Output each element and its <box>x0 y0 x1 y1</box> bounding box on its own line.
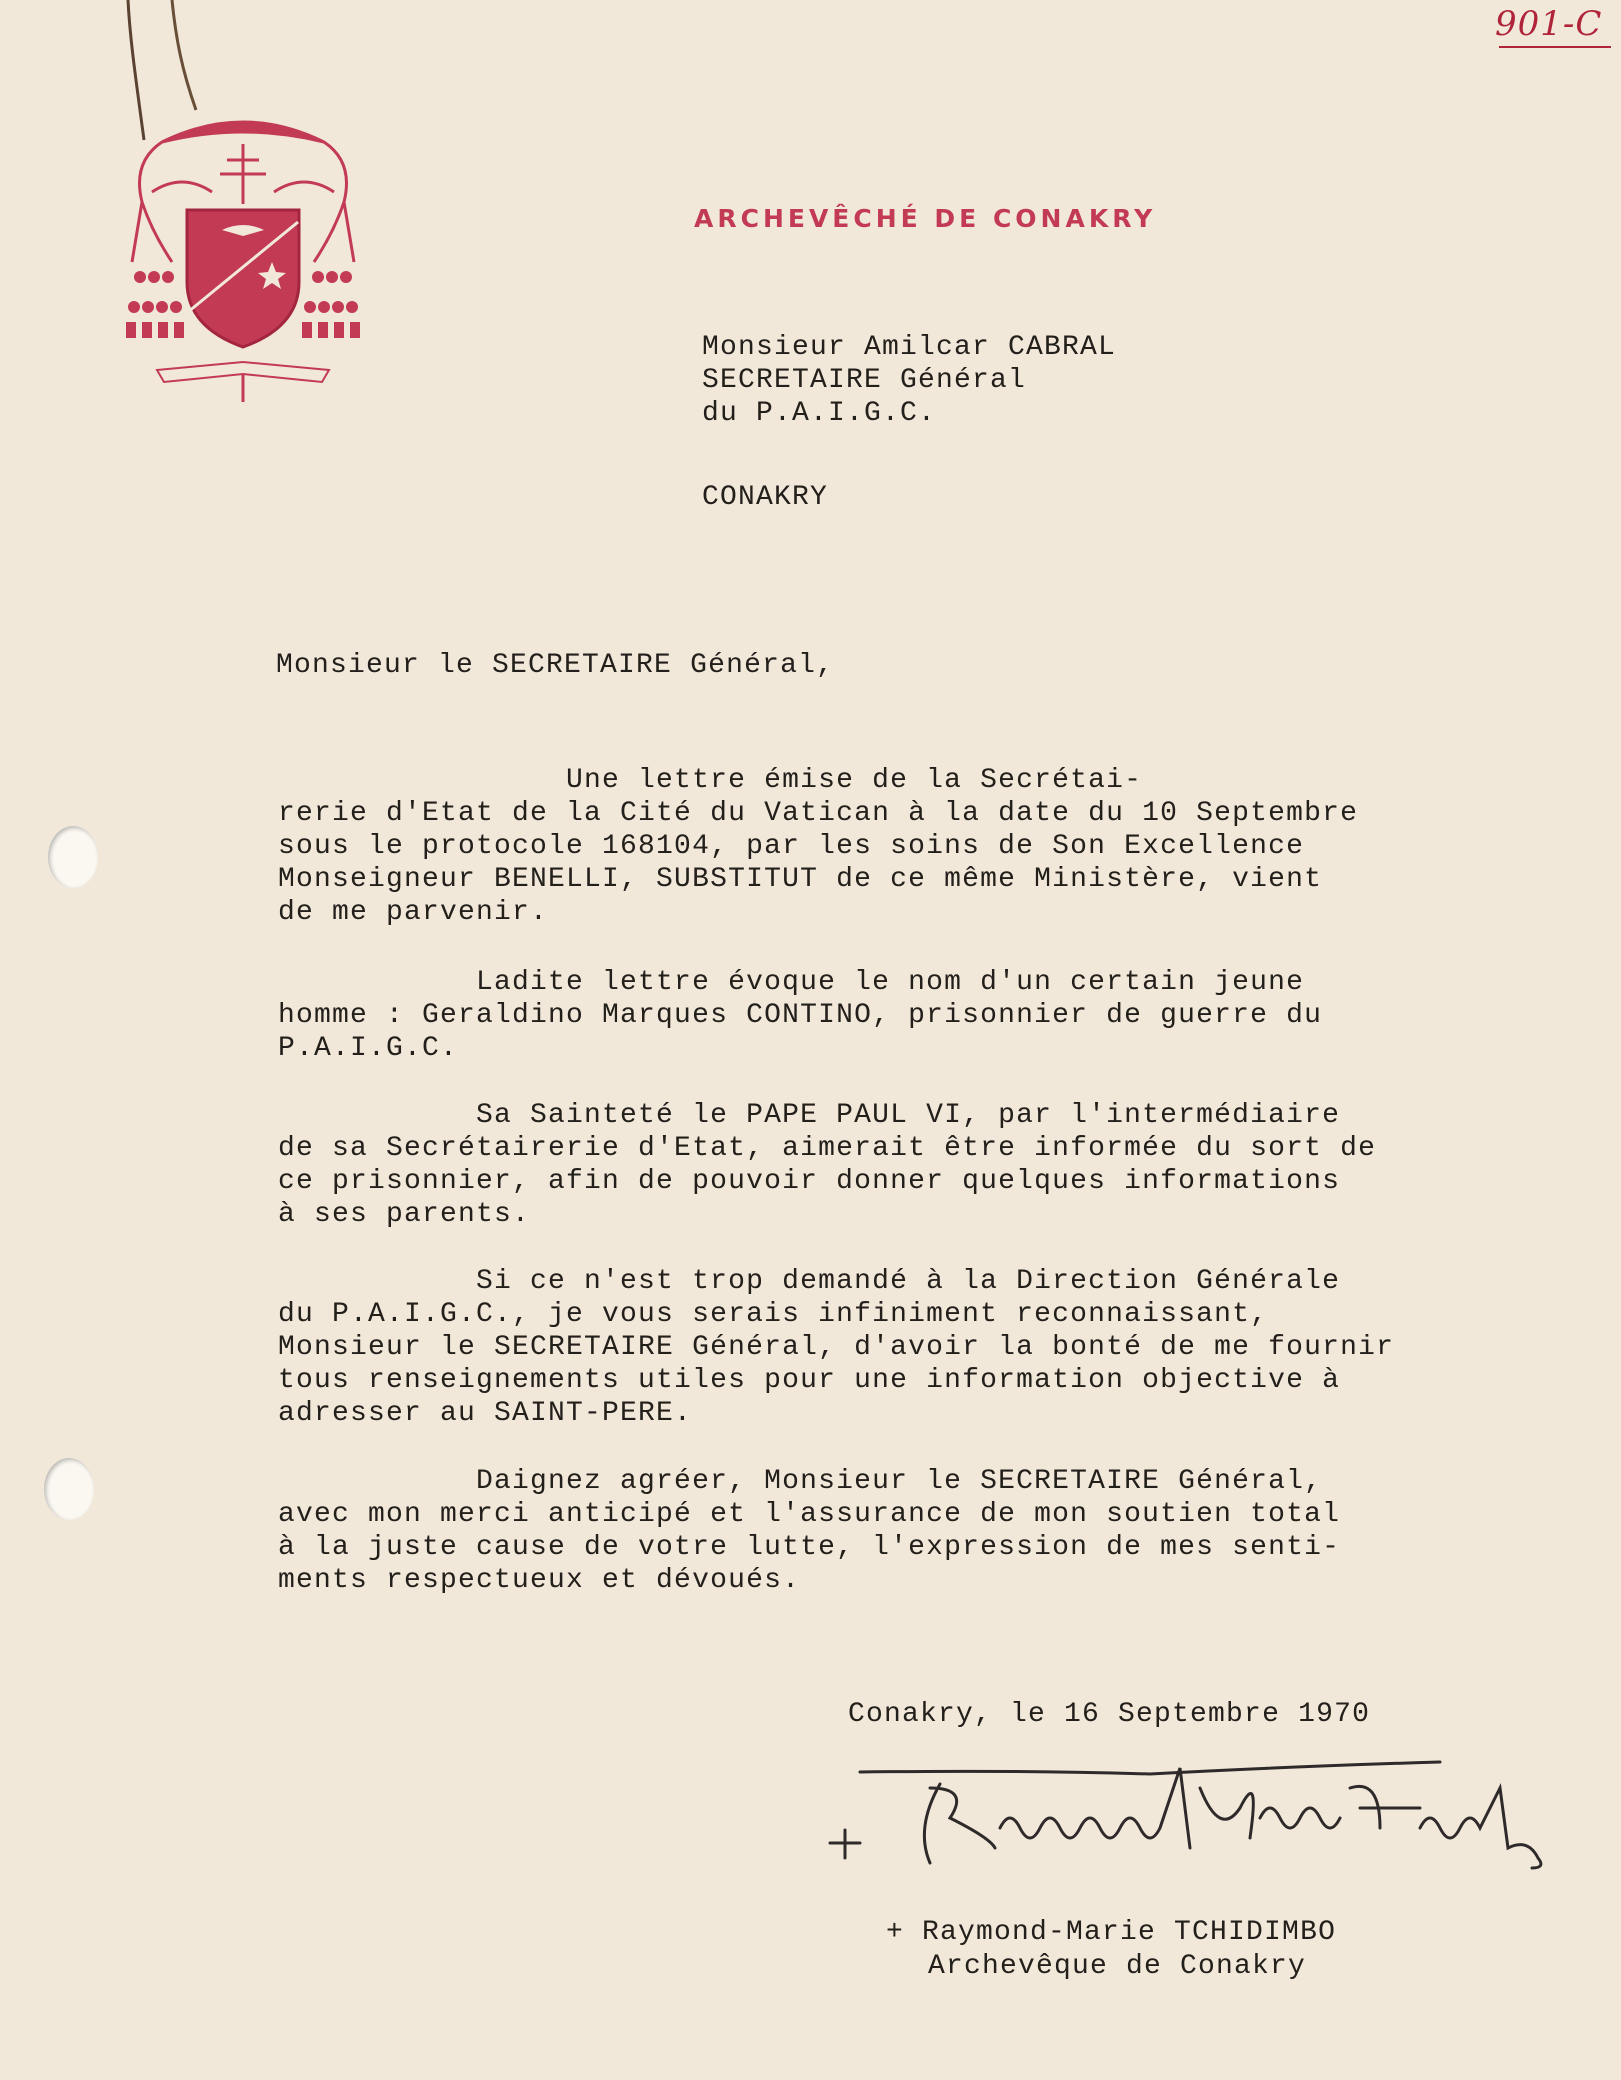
addressee-line-3: du P.A.I.G.C. <box>702 398 937 429</box>
handwritten-signature <box>820 1748 1590 1878</box>
archive-reference-mark <box>1495 4 1615 44</box>
salutation: Monsieur le SECRETAIRE Général, <box>276 650 835 681</box>
body-paragraph: Une lettre émise de la Secrétai- rerie d'Etat de la Cité du Vatican à la date du 10 Septembre sous le protocole 168104, par les soins de Son Excellence Monseigneur BENELLI, SUBSTITUT de ce même Ministère, vient de me parvenir. <box>278 765 1359 928</box>
archive-mark-underline <box>1499 46 1611 48</box>
archiepiscopal-coat-of-arms <box>122 112 364 404</box>
body-paragraph: Ladite lettre évoque le nom d'un certain jeune homme : Geraldino Marques CONTINO, prisonnier de guerre du P.A.I.G.C. <box>278 967 1323 1064</box>
addressee-line-2: SECRETAIRE Général <box>702 365 1027 396</box>
body-paragraph: Sa Sainteté le PAPE PAUL VI, par l'intermédiaire de sa Secrétairerie d'Etat, aimerait être informée du sort de ce prisonnier, afin de pouvoir donner quelques informations à ses parents. <box>278 1100 1377 1230</box>
punch-hole <box>44 1458 94 1520</box>
signatory-name: + Raymond-Marie TCHIDIMBO <box>886 1917 1337 1948</box>
addressee-city: CONAKRY <box>702 482 829 513</box>
body-paragraph: Si ce n'est trop demandé à la Direction Générale du P.A.I.G.C., je vous serais infiniment reconnaissant, Monsieur le SECRETAIRE Général, d'avoir la bonté de me fournir tous renseignements utiles pour une information objective à adresser au SAINT-PERE. <box>278 1266 1395 1429</box>
archive-mark-text: 901-C <box>1495 4 1603 44</box>
punch-hole <box>48 826 98 888</box>
body-paragraph: Daignez agréer, Monsieur le SECRETAIRE Général, avec mon merci anticipé et l'assurance de mon soutien total à la juste cause de votre lutte, l'expression de mes senti- ments respectueux et dévoués. <box>278 1466 1341 1596</box>
signatory-title: Archevêque de Conakry <box>928 1951 1307 1982</box>
letterhead-title: ARCHEVÊCHÉ DE CONAKRY <box>694 204 1157 233</box>
dateline: Conakry, le 16 Septembre 1970 <box>848 1699 1371 1730</box>
addressee-block <box>702 331 1116 430</box>
addressee-line-1: Monsieur Amilcar CABRAL <box>702 332 1117 363</box>
